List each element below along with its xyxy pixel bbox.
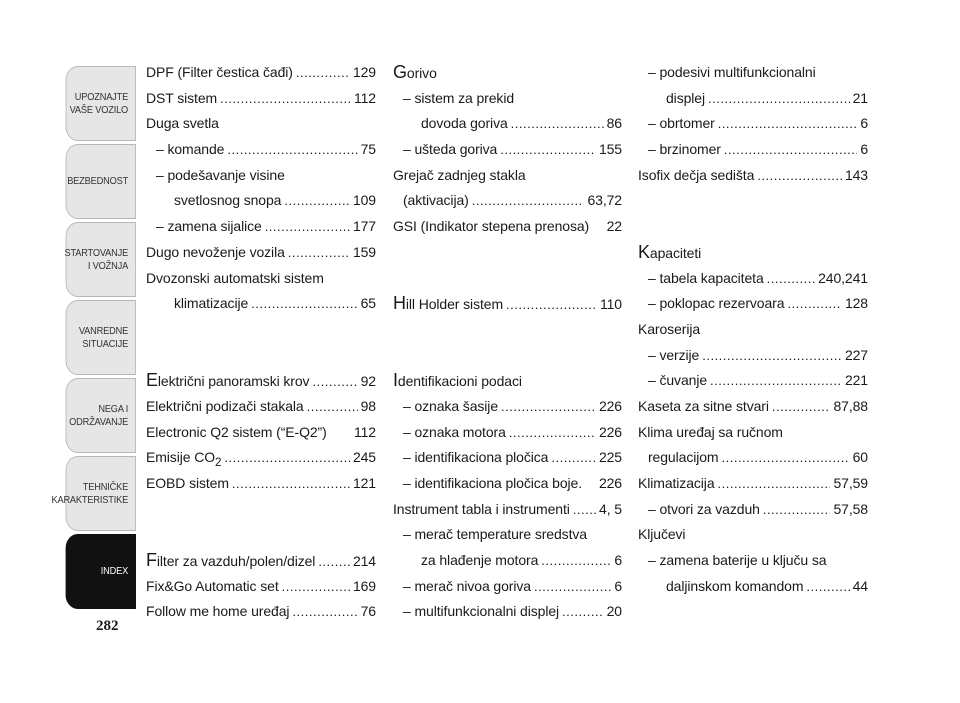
- index-entry: – zamena sijalice ..... 177: [146, 214, 376, 240]
- tab-label: VANREDNE SITUACIJE: [78, 324, 129, 350]
- index-entry: Emisije $CO_2$ ..... 245: [146, 445, 376, 471]
- index-entry: – identifikaciona pločica boje. 226: [403, 475, 622, 492]
- index-entry: Isofix dečja sedišta ..... 143: [638, 163, 868, 189]
- index-entry: Kaseta za sitne stvari ..... 87,88: [638, 394, 868, 420]
- tab-startovanje-i-voznja[interactable]: [66, 222, 136, 297]
- index-entry: Instrument tabla i instrumenti ..... 4, 5: [393, 497, 622, 523]
- tab-tehnicke-karakteristike[interactable]: [51, 456, 136, 531]
- index-entry: – otvori za vazduh ..... 57,58: [638, 497, 868, 523]
- index-column-1: [146, 60, 376, 625]
- index-entry: Electronic Q2 sistem (“E-Q2”) 112: [146, 423, 376, 440]
- tab-label: TEHNIČKE KARAKTERISTIKE: [51, 480, 129, 506]
- index-entry: za hlađenje motora ..... 6: [393, 548, 622, 574]
- index-entry: GSI (Indikator stepena prenosa) 22: [393, 218, 622, 235]
- index-entry: (aktivacija) ..... 63,72: [393, 188, 622, 214]
- tab-bezbednost[interactable]: [66, 144, 136, 219]
- index-entry: Klima uređaj sa ručnom: [638, 423, 783, 440]
- index-entry: Ključevi: [638, 526, 686, 543]
- index-entry: Električni podizači stakala ..... 98: [146, 394, 376, 420]
- index-column-2: [393, 60, 622, 625]
- index-entry: – poklopac rezervoara ..... 128: [638, 291, 868, 317]
- section-tabs: [51, 66, 136, 612]
- index-entry: Hill Holder sistem ..... 110: [393, 291, 622, 317]
- tab-label: UPOZNAJTE VAŠE VOZILO: [69, 90, 129, 116]
- index-entry: Dvozonski automatski sistem: [146, 269, 324, 286]
- index-entry: – komande ..... 75: [146, 137, 376, 163]
- index-entry: – merač temperature sredstva: [403, 526, 587, 543]
- index-entry: DPF (Filter čestica čađi) ..... 129: [146, 60, 376, 86]
- tab-label: INDEX: [100, 565, 129, 577]
- page-number: 282: [96, 618, 119, 634]
- index-entry: Električni panoramski krov ..... 92: [146, 368, 376, 394]
- tab-label: STARTOVANJE I VOŽNJA: [64, 246, 129, 272]
- index-entry: Duga svetla: [146, 115, 219, 132]
- index-entry: Klimatizacija ..... 57,59: [638, 471, 868, 497]
- tab-label: NEGA I ODRŽAVANJE: [69, 402, 129, 428]
- index-entry: EOBD sistem ..... 121: [146, 471, 376, 497]
- index-entry: Gorivo: [393, 62, 437, 82]
- index-entry: regulacijom ..... 60: [638, 445, 868, 471]
- index-entry: Karoserija: [638, 320, 701, 337]
- index-entry: – verzije ..... 227: [638, 343, 868, 369]
- index-entry: Filter za vazduh/polen/dizel ..... 214: [146, 548, 376, 574]
- index-entry: – brzinomer ..... 6: [638, 137, 868, 163]
- tab-index[interactable]: [66, 534, 136, 609]
- index-entry: – ušteda goriva ..... 155: [393, 137, 622, 163]
- index-entry: Dugo nevoženje vozila ..... 159: [146, 240, 376, 266]
- index-entry: Identifikacioni podaci: [393, 370, 522, 391]
- index-entry: klimatizacije ..... 65: [146, 291, 376, 317]
- index-entry: daljinskom komandom ..... 44: [638, 574, 868, 600]
- index-entry: – oznaka motora ..... 226: [393, 420, 622, 446]
- index-entry: Fix&Go Automatic set ..... 169: [146, 574, 376, 600]
- tab-label: BEZBEDNOST: [67, 175, 129, 187]
- index-entry: – merač nivoa goriva ..... 6: [393, 574, 622, 600]
- tab-upoznajte-vase-vozilo[interactable]: [66, 66, 136, 141]
- index-entry: svetlosnog snopa ..... 109: [146, 188, 376, 214]
- index-entry: displej ..... 21: [638, 86, 868, 112]
- index-entry: – obrtomer ..... 6: [638, 111, 868, 137]
- index-entry: – oznaka šasije ..... 226: [393, 394, 622, 420]
- index-entry: DST sistem ..... 112: [146, 86, 376, 112]
- index-entry: Follow me home uređaj ..... 76: [146, 599, 376, 625]
- tab-vanredne-situacije[interactable]: [66, 300, 136, 375]
- index-entry: – zamena baterije u ključu sa: [648, 552, 827, 569]
- index-entry: – sistem za prekid: [403, 89, 515, 106]
- index-entry: – podešavanje visine: [156, 166, 285, 183]
- index-entry: – identifikaciona pločica ..... 225: [393, 445, 622, 471]
- index-entry: dovoda goriva ..... 86: [393, 111, 622, 137]
- index-column-3: [638, 60, 868, 599]
- index-entry: Grejač zadnjeg stakla: [393, 166, 526, 183]
- index-entry: Kapaciteti: [638, 241, 702, 262]
- tab-nega-i-odrzavanje[interactable]: [66, 378, 136, 453]
- index-entry: – čuvanje ..... 221: [638, 368, 868, 394]
- index-entry: – tabela kapaciteta ..... 240,241: [638, 266, 868, 292]
- index-entry: – podesivi multifunkcionalni: [648, 64, 816, 80]
- index-entry: – multifunkcionalni displej ..... 20: [393, 599, 622, 625]
